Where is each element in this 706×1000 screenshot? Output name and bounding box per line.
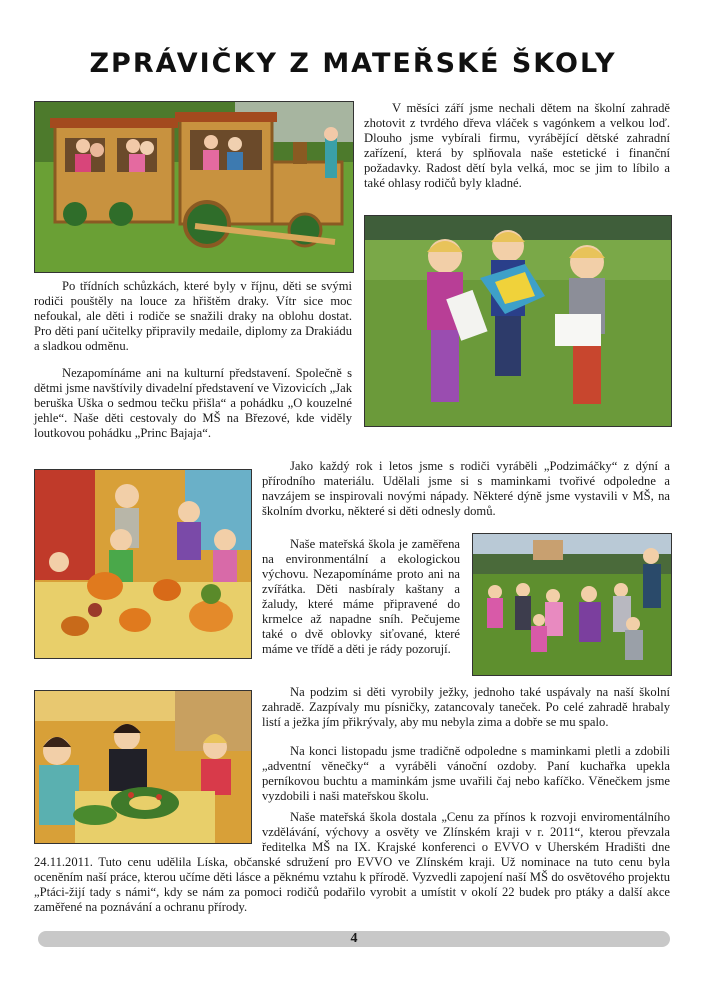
- paragraph-advent: [262, 744, 670, 804]
- paragraph-train-text: V měsíci září jsme nechali dětem na školní zahradě zhotovit z tvrdého dřeva vláček s vagónkem a velkou loď. Dlouho jsme vybírali firmu, vyrábějící dětské zahradní zařízení, která by splňovala naše estetické i finanční požadavky. Radost dětí byla velká, moc se jim to líbilo a také ohlasy rodičů byly kladné.: [364, 101, 670, 190]
- paragraph-kites-text: Po třídních schůzkách, které byly v říjnu, děti se svými rodiči pouštěly na louce za hřištěm draky. Vítr sice moc nefoukal, ale děti i rodiče se snažili draky na oblohu dostat. Pro děti paní učitelky připravily medaile, diplomy za Drakiádu a sladkou odměnu.: [34, 279, 352, 353]
- wooden-train-illustration: [35, 102, 353, 272]
- pumpkins-illustration: [35, 470, 251, 658]
- paragraph-train: [364, 101, 670, 191]
- photo-pumpkins: [34, 469, 252, 659]
- paragraph-theatre-text: Nezapomínáme ani na kulturní představení. Společně s dětmi jsme navštívily divadelní představení ve Vizovicích „Jak beruška Uška o sedmou tečku přišla“ a pohádku „O kouzelné jehle“. Naše děti cestovaly do MŠ na Březové, kde viděly loutkovou pohádku „Princ Bajaja“.: [34, 366, 352, 440]
- photo-garden-dance: [472, 533, 672, 676]
- paragraph-pumpkins-text: Jako každý rok i letos jsme s rodiči vyráběli „Podzimáčky“ z dýní a přírodního materiálu. Udělali jsme si s maminkami tvořivé odpoledne a navzájem se inspirovali novými nápady. Některé dýně jsme vystavili v MŠ, na školním dvorku, některé si děti odnesly domů.: [262, 459, 670, 518]
- garden-dance-illustration: [473, 534, 671, 675]
- page-number: 4: [350, 931, 358, 946]
- photo-wooden-train: [34, 101, 354, 273]
- photo-kite-festival: [364, 215, 672, 427]
- paragraph-pumpkins: [262, 459, 670, 519]
- paragraph-advent-text: Na konci listopadu jsme tradičně odpoledne s maminkami pletli a zdobili „adventní věnečky“ a vyráběli vánoční ozdoby. Paní kuchařka upekla perníkovou buchtu a maminkám jsme uvařili čaj nebo kafíčko. Věnečkem jsme vyzdobili i naši mateřskou školu.: [262, 744, 670, 803]
- paragraph-kites: [34, 279, 352, 354]
- paragraph-ecology-text: Naše mateřská škola je zaměřena na environmentální a ekologickou výchovu. Nezapomínáme proto ani na zvířátka. Děti nasbíraly kaštany a žaludy, které máme připravené do krmelce až napadne sníh. Pečujeme také o dvě oblovky siťované, které máme ve třídě a děti je rády pozorují.: [262, 537, 460, 656]
- paragraph-hedgehogs-text: Na podzim si děti vyrobily ježky, jednoho také uspávaly na naší školní zahradě. Zazpívaly mu písničky, zatancovaly taneček. Po celé zahradě hrabaly listí a ježka jím přikrývaly, aby mu nebyla zima a dobře se mu spalo.: [262, 685, 670, 729]
- paragraph-award-text: Naše mateřská škola dostala „Cenu za přínos k rozvoji enviromentálního vzdělávání, výchovy a osvěty ve Zlínském kraji v r. 2011“, kterou převzala ředitelka MŠ na IX. Krajské konferenci o EVVO v Uherském Hradišti dne 24.11.2011. Tuto cenu udělila Líska, občanské sdružení pro EVVO ve Zlínském kraji. Už nominace na tuto cenu byla oceněním naší práce, kterou učíme děti lásce a pěknému vztahu k přírodě. Vyzvedli zapojení naší MŠ do osvětového projektu „Ptáci-žijí tady s námi“, kdy se nám za pomoci rodičů podařilo vyrobit a umístit v okolí 22 budek pro ptáky a další akce zaměřené na poznávání a ochranu přírody.: [34, 810, 670, 914]
- float-block: [34, 810, 262, 842]
- paragraph-theatre: [34, 366, 352, 441]
- page-title: ZPRÁVIČKY Z MATEŘSKÉ ŠKOLY: [89, 48, 617, 79]
- kite-festival-illustration: [365, 216, 671, 426]
- float-spacer: [34, 810, 670, 915]
- paragraph-ecology: [262, 537, 460, 657]
- paragraph-hedgehogs: [262, 685, 670, 730]
